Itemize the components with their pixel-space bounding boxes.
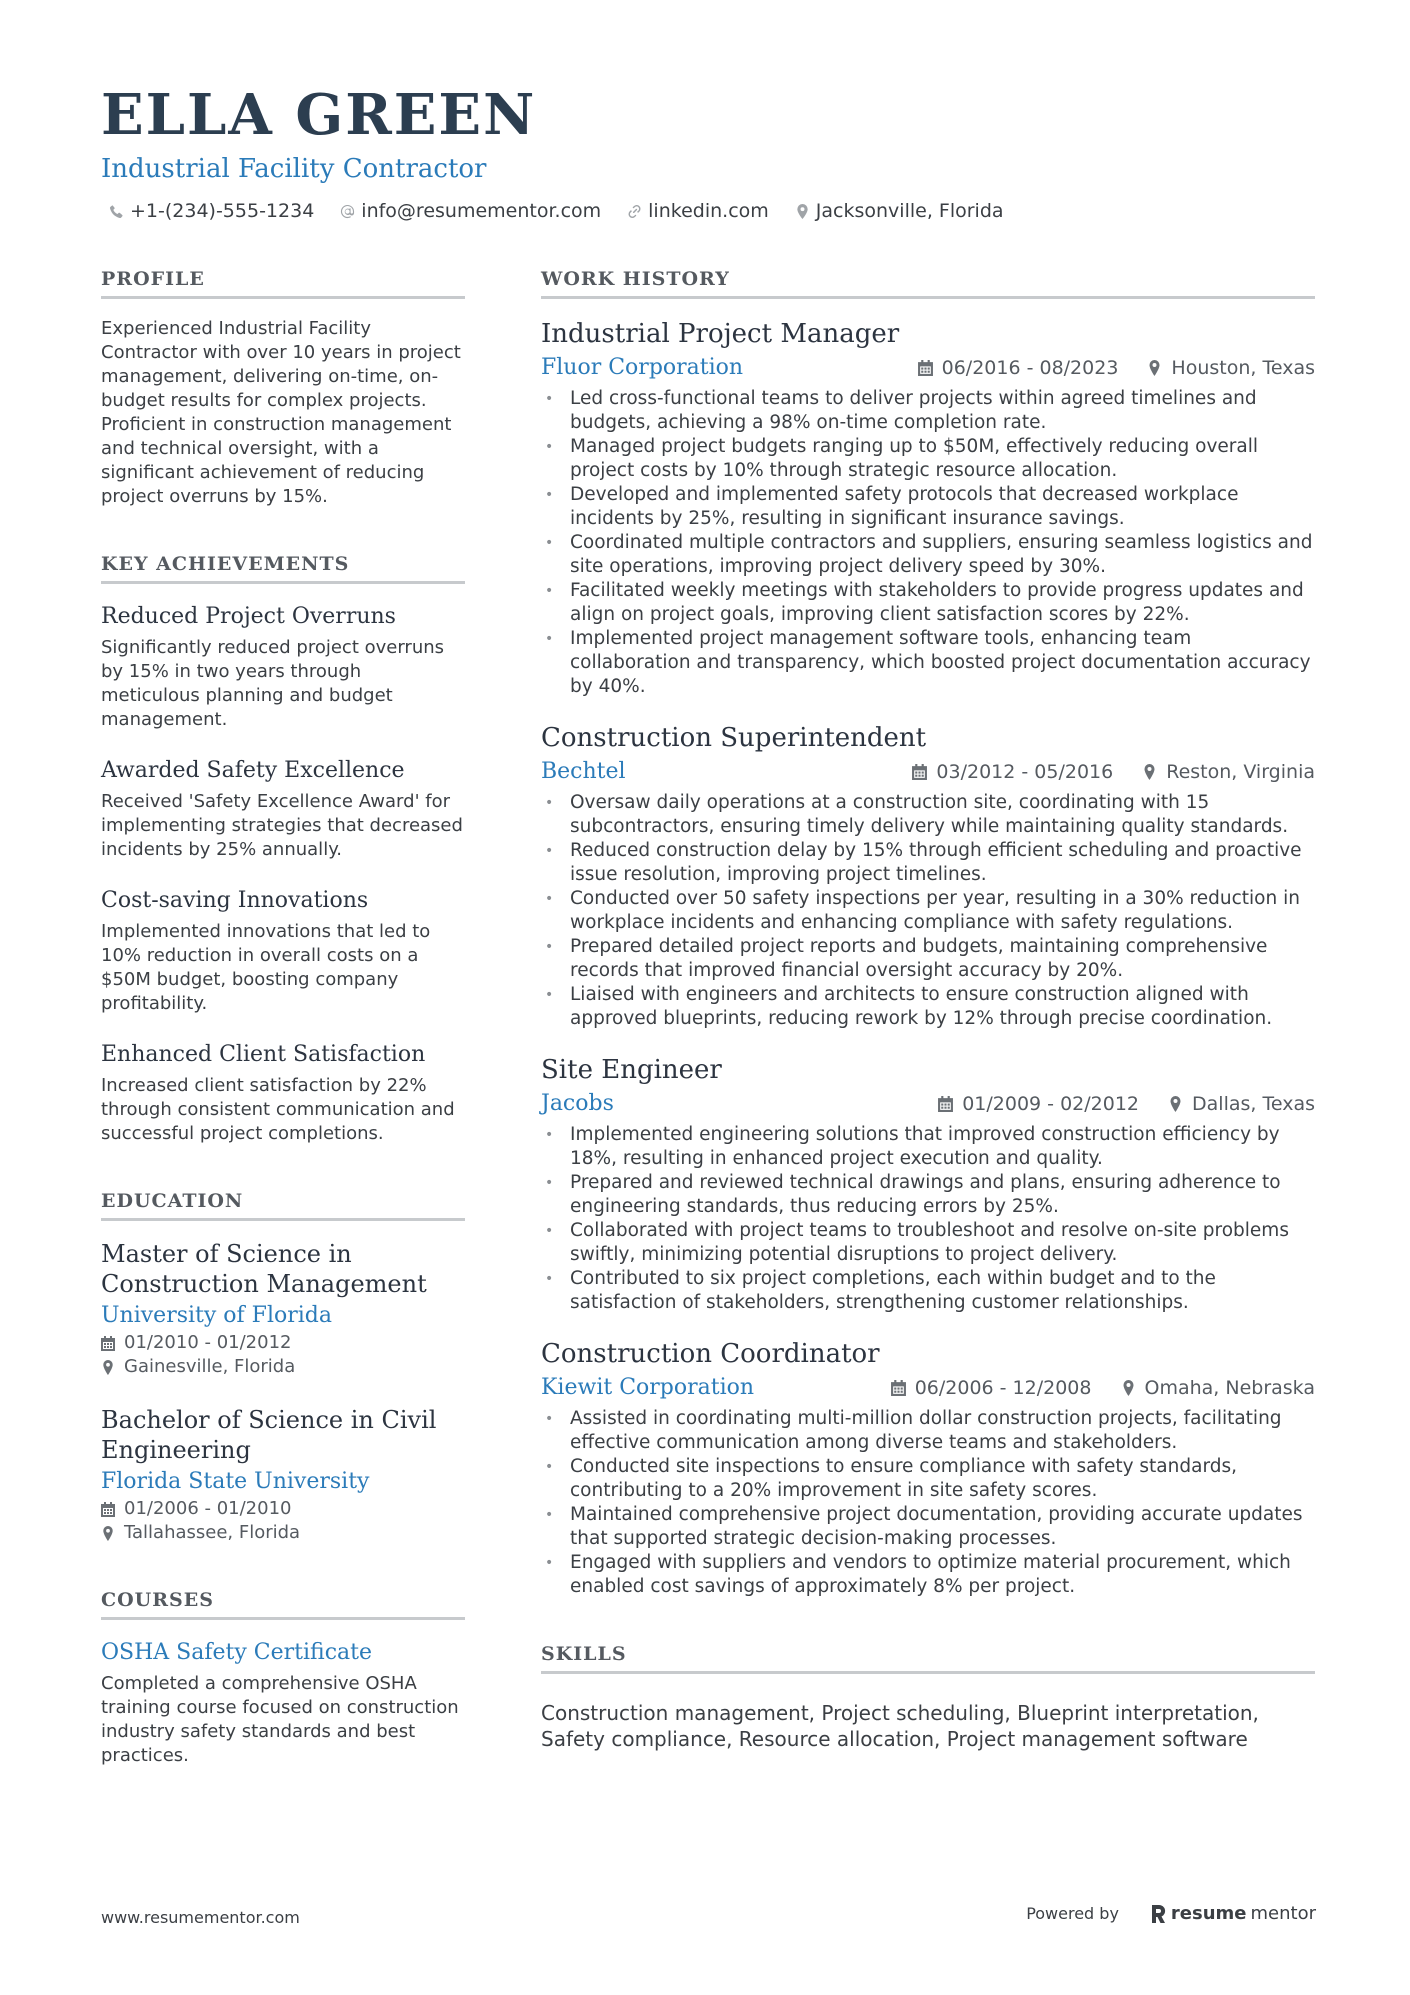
location-pin-icon <box>101 1526 115 1541</box>
achievement-item <box>101 1040 465 1146</box>
contact-phone <box>109 200 314 222</box>
job-title: Construction Superintendent <box>541 723 927 753</box>
brand-name-light: mentor <box>1250 1903 1316 1924</box>
achievement-title: Enhanced Client Satisfaction <box>101 1042 426 1067</box>
contact-bar <box>101 200 1321 222</box>
achievement-title: Reduced Project Overruns <box>101 604 396 629</box>
job-bullet: • Developed and implemented safety protocols that decreased workplace incidents by 25%, resulting in significant insurance savings. <box>541 483 1315 531</box>
achievement-text: Increased client satisfaction by 22% through consistent communication and successful project completions. <box>101 1075 455 1144</box>
job-meta <box>891 1377 1315 1399</box>
job-dates: 06/2006 - 12/2008 <box>914 1377 1092 1399</box>
location-pin-icon <box>101 1360 115 1375</box>
job-dates: 01/2009 - 02/2012 <box>962 1093 1140 1115</box>
job-bullet: • Contributed to six project completions, each within budget and to the satisfaction of stakeholders, strengthening customer relationships. <box>541 1267 1315 1315</box>
phone-icon <box>109 204 124 219</box>
job-subheader <box>541 353 1315 383</box>
location-pin-icon <box>1142 764 1157 780</box>
job-meta <box>912 761 1315 783</box>
job-company: Jacobs <box>541 1091 614 1116</box>
achievement-title: Cost-saving Innovations <box>101 888 369 913</box>
job-bullet: • Implemented project management software tools, enhancing team collaboration and transparency, which boosted project documentation accuracy by 40%. <box>541 627 1315 699</box>
phone-text: +1-(234)-555-1234 <box>130 200 315 222</box>
achievement-item <box>101 756 465 862</box>
brand-logo[interactable] <box>1149 1903 1316 1924</box>
education-degree: Bachelor of Science in Civil Engineering <box>101 1406 437 1464</box>
job-bullet: • Facilitated weekly meetings with stakeholders to provide progress updates and align on project goals, improving client satisfaction scores by 22%. <box>541 579 1315 627</box>
job-bullet: • Liaised with engineers and architects to ensure construction aligned with approved blueprints, reducing rework by 12% through precise coordination. <box>541 983 1315 1031</box>
calendar-icon <box>918 360 933 376</box>
job-bullets <box>541 1123 1315 1315</box>
job-title: Industrial Project Manager <box>541 319 900 349</box>
job-bullet: • Prepared detailed project reports and budgets, maintaining comprehensive records that improved financial oversight accuracy by 20%. <box>541 935 1315 983</box>
calendar-icon <box>912 764 927 780</box>
job-location <box>1168 1093 1315 1115</box>
job-location <box>1142 761 1315 783</box>
job-bullet: • Maintained comprehensive project documentation, providing accurate updates that supported strategic decision-making processes. <box>541 1503 1315 1551</box>
calendar-icon <box>891 1380 906 1396</box>
job-bullet: • Assisted in coordinating multi-million dollar construction projects, facilitating effective communication among diverse teams and stakeholders. <box>541 1407 1315 1455</box>
candidate-title: Industrial Facility Contractor <box>101 154 487 184</box>
brand-name-bold: resume <box>1170 1903 1247 1924</box>
footer-url[interactable]: www.resumementor.com <box>101 1908 300 1927</box>
job-bullet: • Implemented engineering solutions that improved construction efficiency by 18%, resulting in enhanced project execution and quality. <box>541 1123 1315 1171</box>
education-school: Florida State University <box>101 1469 370 1494</box>
courses-heading: COURSES <box>101 1589 465 1620</box>
job-entry <box>541 1053 1315 1315</box>
job-title: Site Engineer <box>541 1055 722 1085</box>
resume-header <box>101 82 1321 222</box>
linkedin-text[interactable]: linkedin.com <box>648 200 769 222</box>
achievement-text: Received 'Safety Excellence Award' for implementing strategies that decreased incidents by 25% annually. <box>101 791 463 860</box>
job-bullet: • Conducted over 50 safety inspections per year, resulting in a 30% reduction in workplace incidents and enhancing compliance with safety regulations. <box>541 887 1315 935</box>
right-column <box>541 268 1315 1752</box>
location-pin-icon <box>1147 360 1162 376</box>
job-bullet: • Engaged with suppliers and vendors to optimize material procurement, which enabled cost savings of approximately 8% per project. <box>541 1551 1315 1599</box>
link-icon <box>627 204 642 219</box>
work-history-section <box>541 268 1315 1599</box>
achievement-item <box>101 602 465 732</box>
education-degree: Master of Science in Construction Management <box>101 1240 427 1298</box>
job-location-text: Houston, Texas <box>1171 357 1315 379</box>
education-location-text: Gainesville, Florida <box>124 1356 296 1377</box>
achievement-text: Implemented innovations that led to 10% reduction in overall costs on a $50M budget, boosting company profitability. <box>101 921 431 1014</box>
profile-heading: PROFILE <box>101 268 465 299</box>
job-subheader <box>541 1089 1315 1119</box>
education-dates <box>101 1331 465 1355</box>
job-meta <box>938 1093 1315 1115</box>
job-bullet: • Led cross-functional teams to deliver projects within agreed timelines and budgets, achieving a 98% on-time completion rate. <box>541 387 1315 435</box>
candidate-name: ELLA GREEN <box>101 82 537 148</box>
contact-email[interactable] <box>340 200 601 222</box>
education-school: University of Florida <box>101 1303 332 1328</box>
job-company: Fluor Corporation <box>541 355 744 380</box>
job-location-text: Omaha, Nebraska <box>1144 1377 1315 1399</box>
location-pin-icon <box>1168 1096 1183 1112</box>
skills-heading: SKILLS <box>541 1643 1315 1674</box>
achievements-section <box>101 553 465 1146</box>
achievement-item <box>101 886 465 1016</box>
achievement-title: Awarded Safety Excellence <box>101 758 405 783</box>
achievement-text: Significantly reduced project overruns by 15% in two years through meticulous planning and budget management. <box>101 637 445 730</box>
contact-location <box>795 200 1004 222</box>
job-bullets <box>541 1407 1315 1599</box>
education-dates <box>101 1497 465 1521</box>
calendar-icon <box>938 1096 953 1112</box>
at-icon <box>340 204 355 219</box>
job-bullet: • Coordinated multiple contractors and suppliers, ensuring seamless logistics and site operations, improving project delivery speed by 30%. <box>541 531 1315 579</box>
education-item <box>101 1405 465 1545</box>
left-column <box>101 268 465 1768</box>
location-text: Jacksonville, Florida <box>815 200 1004 222</box>
job-location <box>1121 1377 1316 1399</box>
powered-by-text: Powered by <box>1026 1904 1119 1923</box>
education-location-text: Tallahassee, Florida <box>124 1522 301 1543</box>
course-title: OSHA Safety Certificate <box>101 1640 373 1665</box>
achievements-heading: KEY ACHIEVEMENTS <box>101 553 465 584</box>
job-subheader <box>541 757 1315 787</box>
job-title: Construction Coordinator <box>541 1339 880 1369</box>
job-bullets <box>541 791 1315 1031</box>
profile-text: Experienced Industrial Facility Contractor with over 10 years in project management, delivering on-time, on-budget results for complex projects. Proficient in construction management and technical oversight, with a significant achievement of reducing project overruns by 15%. <box>101 318 461 507</box>
footer-branding <box>1026 1903 1316 1924</box>
job-bullet: • Collaborated with project teams to troubleshoot and resolve on-site problems swiftly, minimizing potential disruptions to project delivery. <box>541 1219 1315 1267</box>
education-location <box>101 1355 465 1379</box>
job-bullet: • Reduced construction delay by 15% through efficient scheduling and proactive issue resolution, improving project timelines. <box>541 839 1315 887</box>
job-meta <box>918 357 1315 379</box>
job-subheader <box>541 1373 1315 1403</box>
work-history-heading: WORK HISTORY <box>541 268 1315 299</box>
course-text: Completed a comprehensive OSHA training course focused on construction industry safety standards and best practices. <box>101 1673 459 1766</box>
job-bullet: • Oversaw daily operations at a construction site, coordinating with 15 subcontractors, ensuring timely delivery while maintaining quality standards. <box>541 791 1315 839</box>
location-pin-icon <box>1121 1380 1136 1396</box>
profile-section <box>101 268 465 509</box>
calendar-icon <box>101 1336 115 1351</box>
job-bullet: • Conducted site inspections to ensure compliance with safety standards, contributing to a 20% improvement in site safety scores. <box>541 1455 1315 1503</box>
resumementor-logo-icon <box>1149 1904 1167 1924</box>
job-dates: 03/2012 - 05/2016 <box>936 761 1114 783</box>
job-company: Kiewit Corporation <box>541 1375 755 1400</box>
job-bullets <box>541 387 1315 699</box>
education-dates-text: 01/2006 - 01/2010 <box>124 1498 292 1519</box>
education-section <box>101 1190 465 1545</box>
location-pin-icon <box>795 204 810 219</box>
education-dates-text: 01/2010 - 01/2012 <box>124 1332 292 1353</box>
skills-text: Construction management, Project scheduling, Blueprint interpretation, Safety compliance, Resource allocation, Project management software <box>541 1701 1259 1751</box>
job-entry <box>541 1337 1315 1599</box>
courses-section <box>101 1589 465 1768</box>
education-location <box>101 1521 465 1545</box>
calendar-icon <box>101 1502 115 1517</box>
job-company: Bechtel <box>541 759 626 784</box>
job-bullet: • Prepared and reviewed technical drawings and plans, ensuring adherence to engineering standards, thus reducing errors by 25%. <box>541 1171 1315 1219</box>
job-location-text: Dallas, Texas <box>1192 1093 1315 1115</box>
job-location <box>1147 357 1315 379</box>
course-item <box>101 1638 465 1768</box>
job-location-text: Reston, Virginia <box>1166 761 1315 783</box>
job-entry <box>541 317 1315 699</box>
contact-linkedin[interactable] <box>627 200 769 222</box>
email-text[interactable]: info@resumementor.com <box>361 200 602 222</box>
job-bullet: • Managed project budgets ranging up to $50M, effectively reducing overall project costs by 10% through strategic resource allocation. <box>541 435 1315 483</box>
job-dates: 06/2016 - 08/2023 <box>941 357 1119 379</box>
skills-section <box>541 1643 1315 1752</box>
education-item <box>101 1239 465 1379</box>
education-heading: EDUCATION <box>101 1190 465 1221</box>
job-entry <box>541 721 1315 1031</box>
